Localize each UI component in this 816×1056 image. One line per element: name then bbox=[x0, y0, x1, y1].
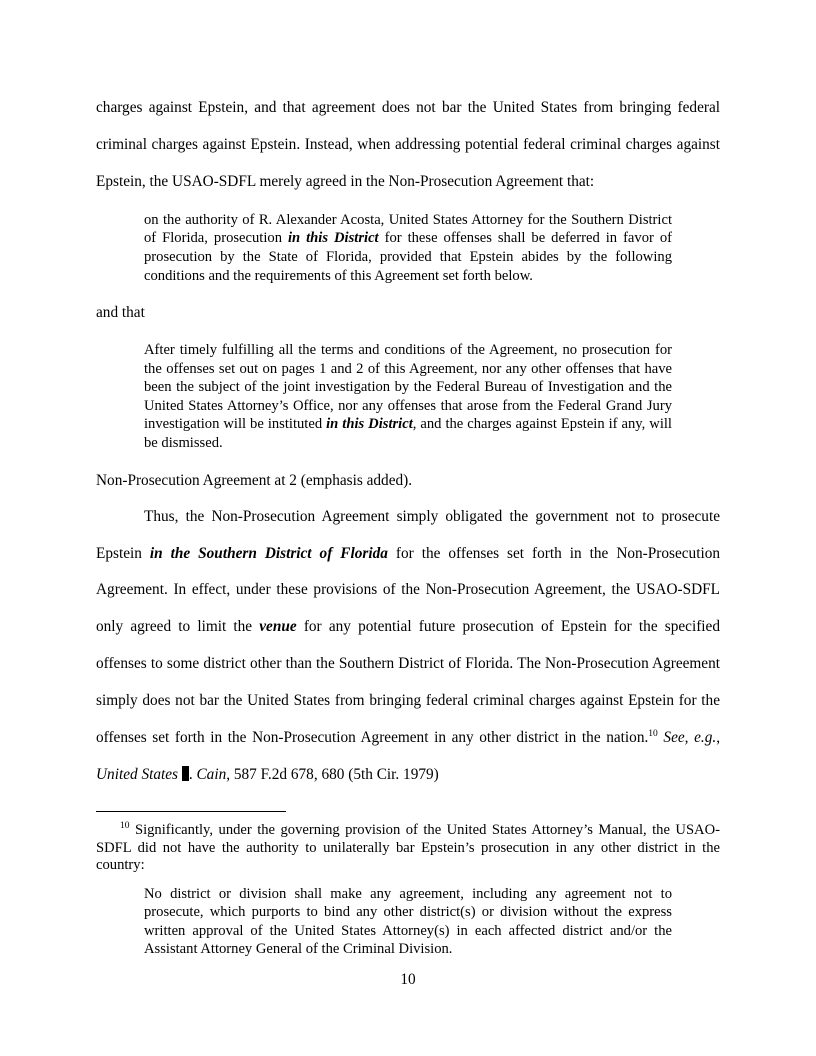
connector-text bbox=[96, 303, 720, 323]
signal-text: See, e.g. bbox=[663, 729, 717, 747]
quote-text: , and the charges against Epstein if any, will be dismissed. bbox=[144, 416, 672, 452]
quote-text: for these offenses shall be deferred in favor of prosecution by the State of Florida, provided that Epstein abides by the following conditions and the requirements of this Agreement set forth below. bbox=[144, 230, 672, 284]
footnote-10 bbox=[96, 822, 720, 875]
and-that-text: and that bbox=[96, 304, 145, 322]
quote-text: After timely fulfilling all the terms and conditions of the Agreement, no prosecution for the offenses set out on pages 1 and 2 of this Agreement, nor any other offenses that have been the subject of the joint investigation by the Federal Bureau of Investigation and the United States Attorney’s Office, nor any offenses that arose from the Federal Grand Jury investigation will be instituted bbox=[144, 342, 672, 433]
paragraph-text: for the offenses set forth in the Non-Prosecution Agreement. In effect, under these provisions of the Non-Prosecution Agreement, the USAO-SDFL only agreed to limit the bbox=[96, 544, 720, 636]
paragraph-text: . bbox=[188, 766, 197, 783]
footnote-reference[interactable]: 10 bbox=[648, 729, 658, 739]
case-name-text: United States bbox=[96, 766, 182, 783]
page-number: 10 bbox=[400, 971, 416, 988]
paragraph-text: , 587 F.2d 678, 680 (5th Cir. 1979) bbox=[226, 766, 439, 783]
paragraph-text: , bbox=[716, 729, 721, 747]
emphasis-text: venue bbox=[259, 618, 297, 636]
document-page bbox=[96, 90, 720, 959]
block-quote-2 bbox=[96, 341, 720, 453]
emphasis-text: in this District bbox=[287, 230, 379, 247]
block-quote-1 bbox=[96, 211, 720, 285]
footnote-text: Significantly, under the governing provision of the United States Attorney’s Manual, the USAO-SDFL did not have the authority to unilaterally bar Epstein’s prosecution in any other district in the country: bbox=[96, 821, 720, 874]
paragraph-text: Thus, the Non-Prosecution Agreement simply obligated the government not to prosecute Epstein bbox=[96, 507, 720, 562]
paragraph-text: for any potential future prosecution of Epstein for the specified offenses to some district other than the Southern District of Florida. The Non-Prosecution Agreement simply does not bar the United States from bringing federal criminal charges against Epstein for the offenses set forth in the Non-Prosecution Agreement in any other district in the nation. bbox=[96, 618, 720, 747]
emphasis-text: in the Southern District of Florida bbox=[149, 544, 388, 562]
footnote-quote-text: No district or division shall make any agreement, including any agreement not to prosecute, which purports to bind any other district(s) or division without the express written approval of the United States Attorney(s) in each affected district and/or the Assistant Attorney General of the Criminal Division. bbox=[144, 885, 672, 958]
footnote-number: 10 bbox=[120, 821, 130, 832]
case-name-text: Cain bbox=[196, 766, 227, 783]
citation-text: Non-Prosecution Agreement at 2 (emphasis added). bbox=[96, 471, 413, 489]
footnote-quote bbox=[96, 885, 720, 959]
emphasis-text: in this District bbox=[326, 416, 413, 433]
citation-line bbox=[96, 471, 720, 491]
body-paragraph-1 bbox=[96, 90, 720, 201]
quote-text: on the authority of R. Alexander Acosta, United States Attorney for the Southern District of Florida, prosecution bbox=[144, 211, 672, 247]
body-paragraph-2 bbox=[96, 499, 720, 794]
redaction-block bbox=[182, 766, 189, 781]
paragraph-text: charges against Epstein, and that agreement does not bar the United States from bringing federal criminal charges against Epstein. Instead, when addressing potential federal criminal charges against Epstein, the USAO-SDFL merely agreed in the Non-Prosecution Agreement that: bbox=[96, 99, 720, 190]
